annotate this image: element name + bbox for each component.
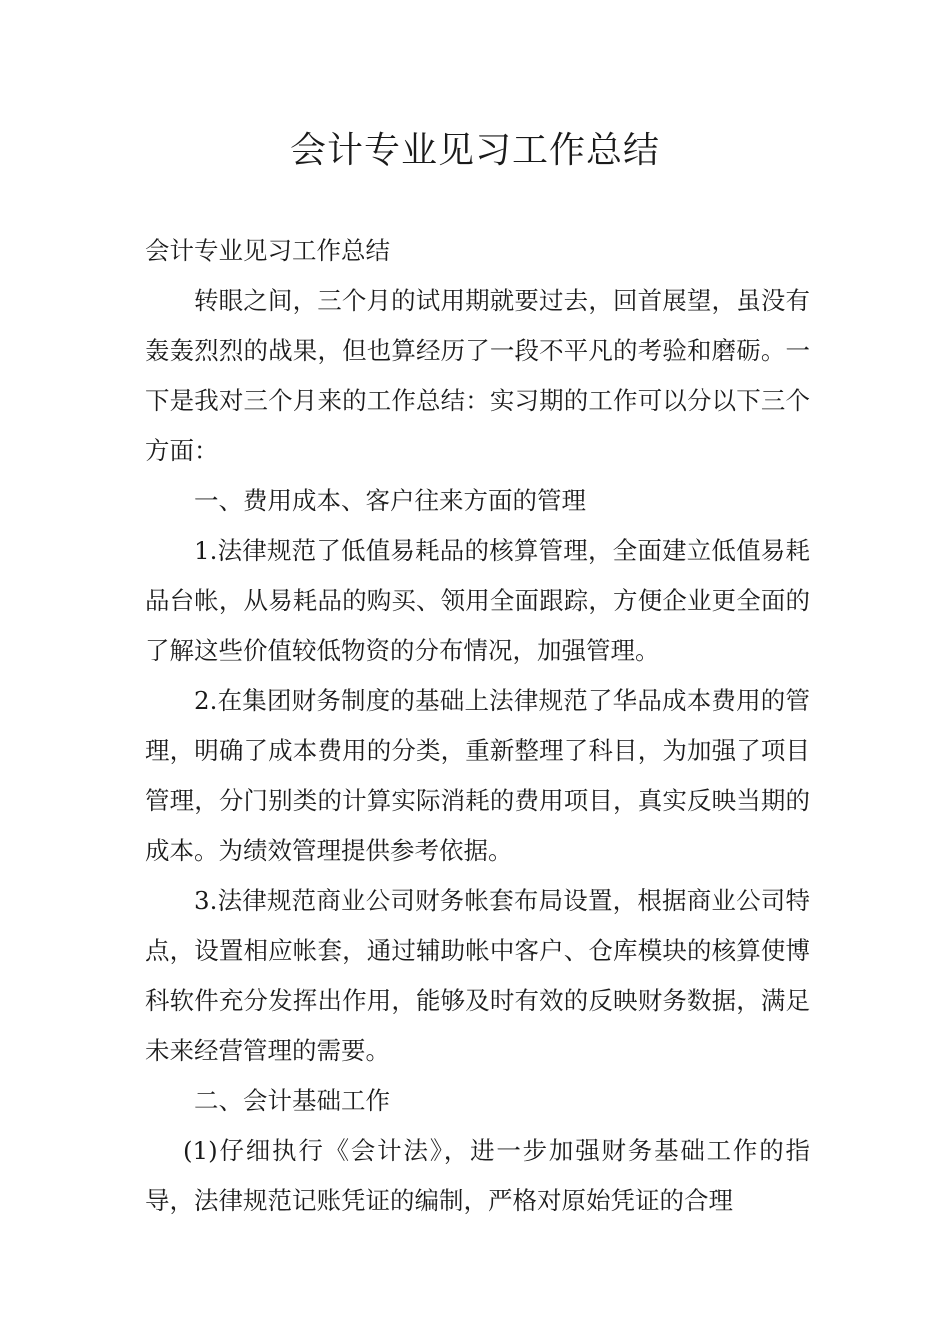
section-heading-1: 一、费用成本、客户往来方面的管理 [194,486,586,515]
paragraph-item-1: 1.法律规范了低值易耗品的核算管理，全面建立低值易耗品台帐，从易耗品的购买、领用全面跟踪，方便企业更全面的了解这些价值较低物资的分布情况，加强管理。 [145,536,810,665]
document-body [145,226,810,1226]
paragraph-subtitle: 会计专业见习工作总结 [145,236,390,265]
section-heading-2: 二、会计基础工作 [194,1086,390,1115]
paragraph-item-3: 3.法律规范商业公司财务帐套布局设置，根据商业公司特点，设置相应帐套，通过辅助帐中客户、仓库模块的核算使博科软件充分发挥出作用，能够及时有效的反映财务数据，满足未来经营管理的需要。 [145,886,810,1065]
document-title: 会计专业见习工作总结 [289,130,660,171]
paragraph-item-4: (1)仔细执行《会计法》，进一步加强财务基础工作的指导，法律规范记账凭证的编制，严格对原始凭证的合理 [145,1136,810,1215]
paragraph-item-2: 2.在集团财务制度的基础上法律规范了华品成本费用的管理，明确了成本费用的分类，重新整理了科目，为加强了项目管理，分门别类的计算实际消耗的费用项目，真实反映当期的成本。为绩效管理提供参考依据。 [145,686,810,865]
paragraph-intro: 转眼之间，三个月的试用期就要过去，回首展望，虽没有轰轰烈烈的战果，但也算经历了一段不平凡的考验和磨砺。一下是我对三个月来的工作总结：实习期的工作可以分以下三个方面： [145,286,810,465]
